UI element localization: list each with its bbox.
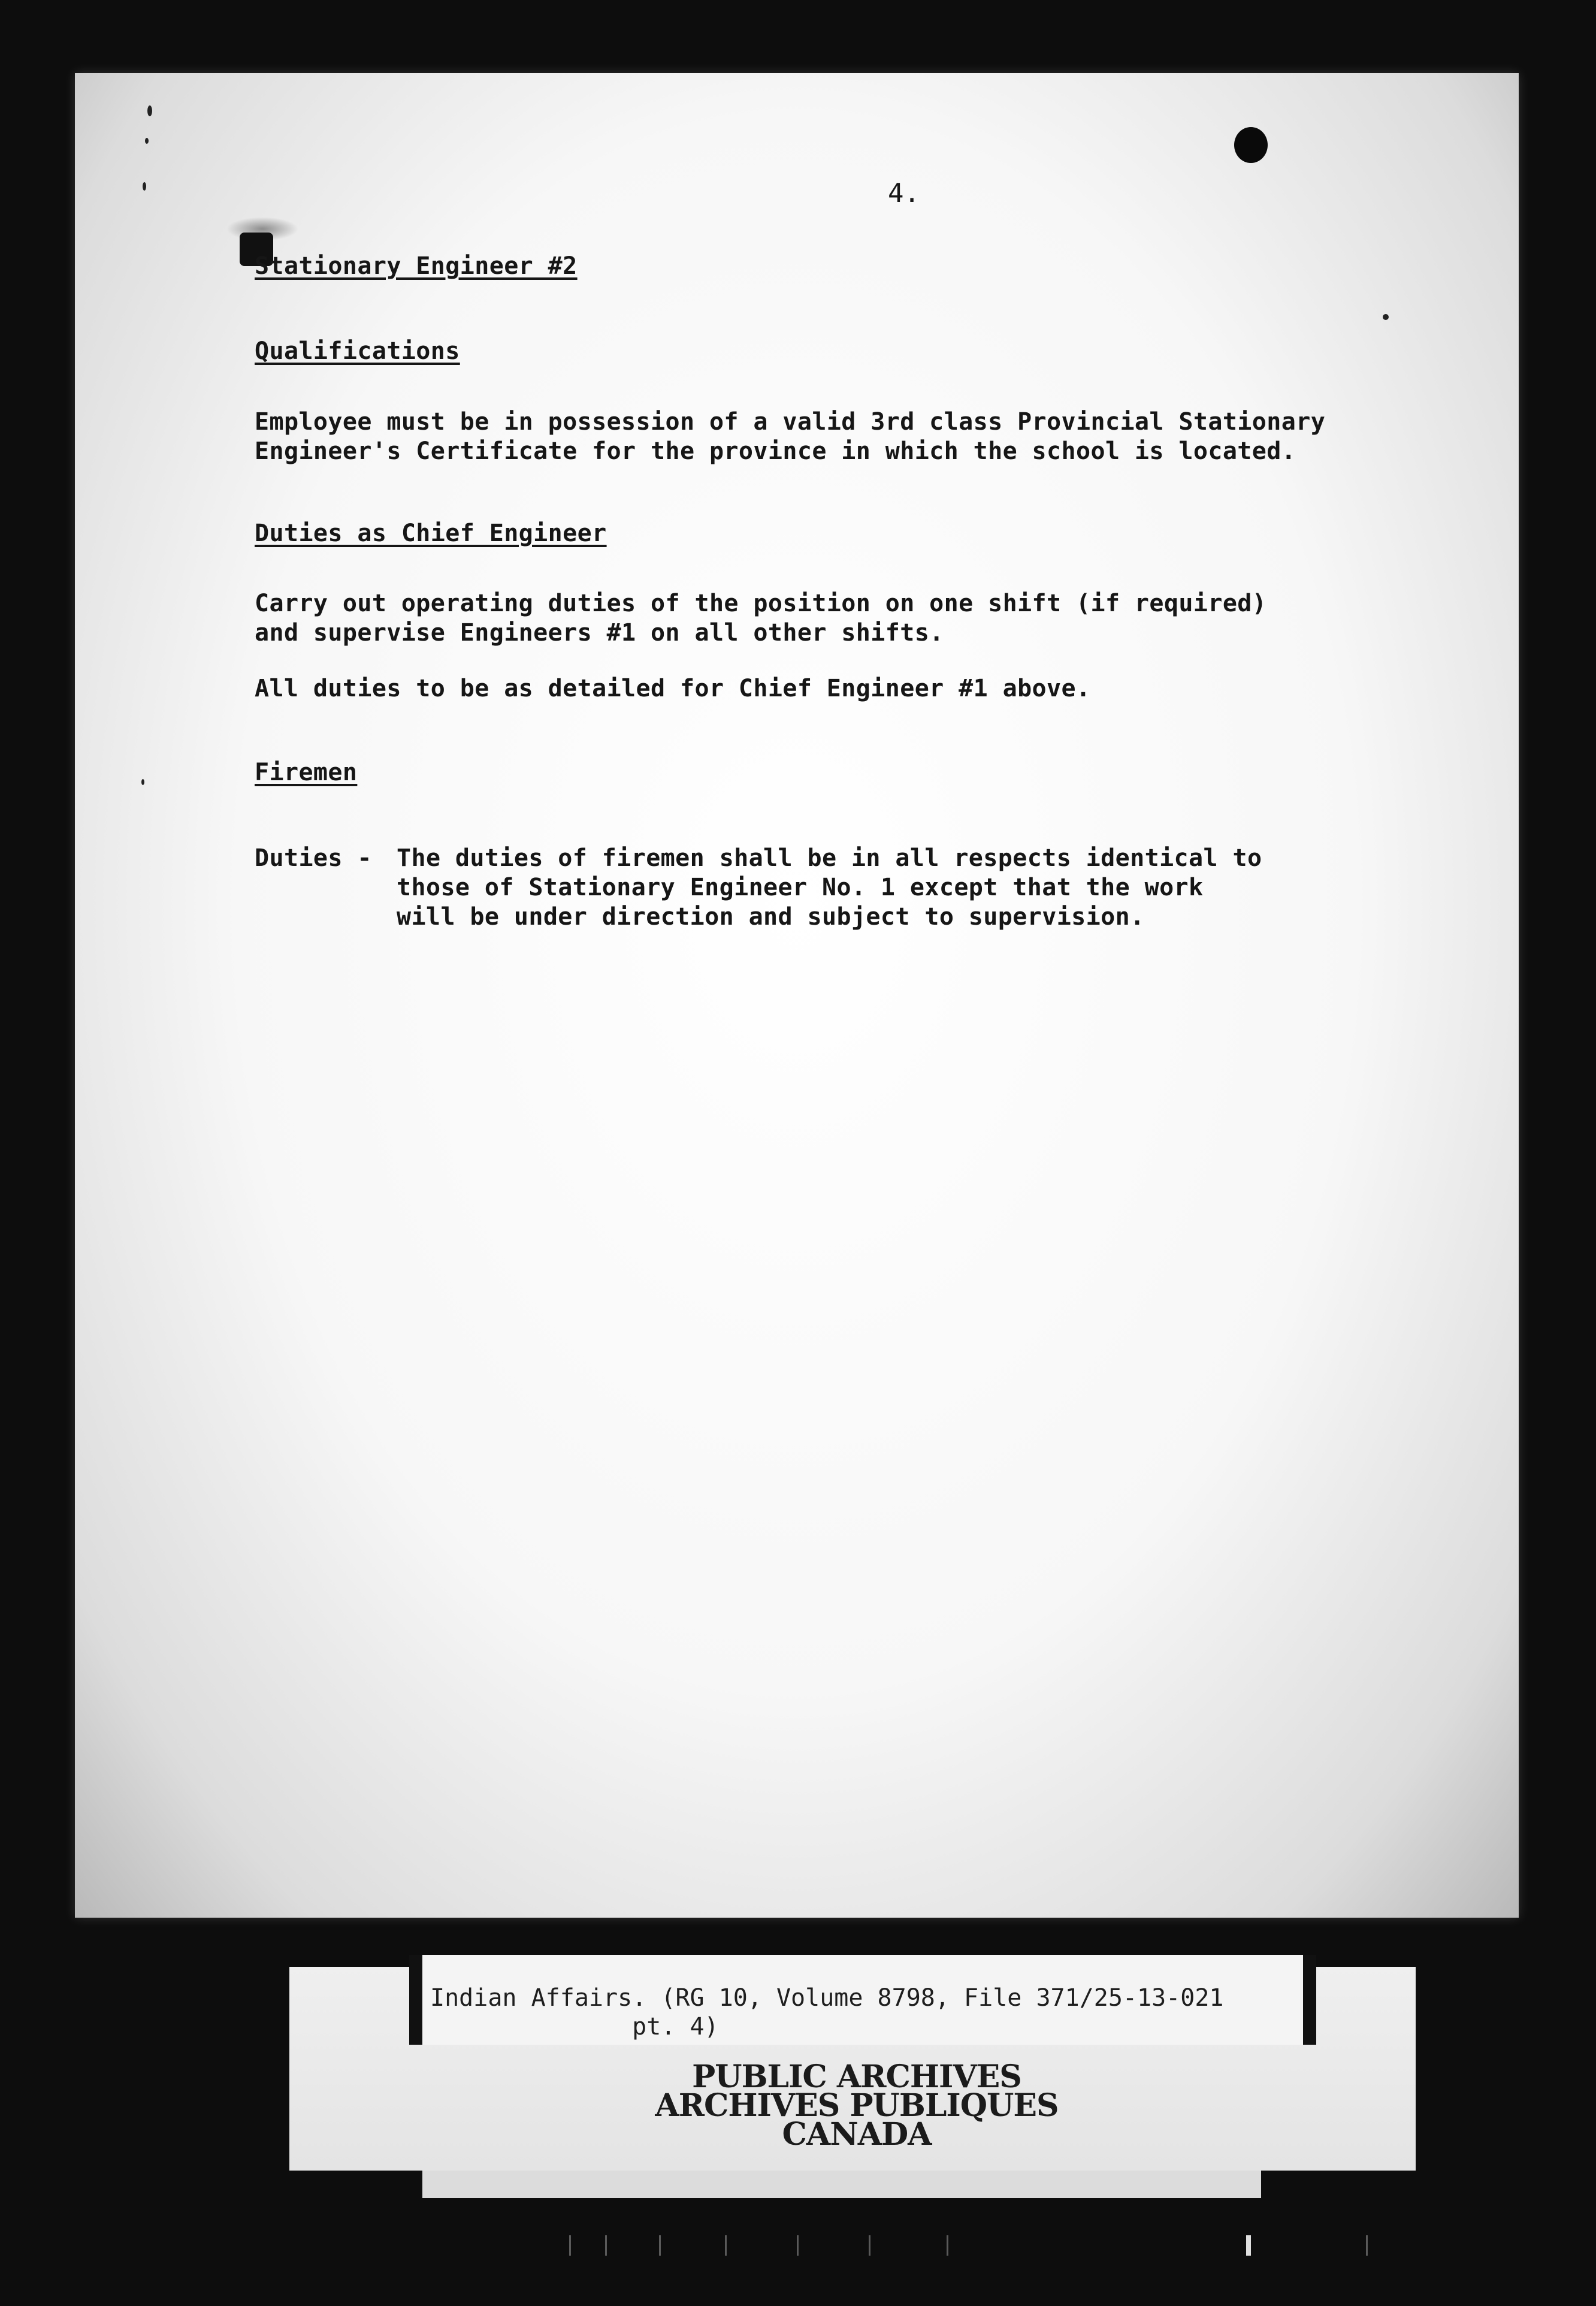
qualifications-heading: Qualifications — [255, 337, 460, 365]
film-mark — [1246, 2235, 1251, 2256]
film-mark — [569, 2235, 571, 2256]
firemen-duties-label: Duties - — [255, 844, 372, 872]
film-mark — [869, 2235, 870, 2256]
duties-chief-paragraph: Carry out operating duties of the position on one shift (if required) and supervise Engineers #1 on all other shifts. — [255, 590, 1267, 647]
stamp-line-2: ARCHIVES PUBLIQUES — [655, 2087, 1059, 2124]
duties-chief-note: All duties to be as detailed for Chief Engineer #1 above. — [255, 675, 1091, 702]
archive-card-tab — [422, 2171, 1261, 2198]
speck — [143, 182, 146, 191]
section-heading-stationary-engineer: Stationary Engineer #2 — [255, 252, 578, 280]
speck — [145, 138, 149, 144]
stamp-line-3: CANADA — [782, 2116, 932, 2153]
qualifications-paragraph: Employee must be in possession of a valid 3rd class Provincial Stationary Engineer's Certificate for the province in which the school is located. — [255, 408, 1326, 465]
archive-reference: Indian Affairs. (RG 10, Volume 8798, File 371/25-13-021 pt. 4) — [430, 1984, 1224, 2041]
firemen-heading: Firemen — [255, 759, 358, 786]
firemen-duties-text: The duties of firemen shall be in all respects identical to those of Stationary Engineer No. 1 except that the work will be under direction and subject to supervision. — [397, 844, 1262, 931]
film-mark — [725, 2235, 727, 2256]
film-mark — [947, 2235, 948, 2256]
film-mark — [659, 2235, 661, 2256]
punch-hole — [1234, 127, 1268, 163]
speck — [147, 105, 152, 116]
film-mark — [1366, 2235, 1368, 2256]
stamp-line-1: PUBLIC ARCHIVES — [692, 2059, 1021, 2095]
duties-chief-heading: Duties as Chief Engineer — [255, 520, 607, 547]
film-mark — [797, 2235, 799, 2256]
film-mark — [605, 2235, 607, 2256]
speck — [1383, 314, 1389, 320]
page-number: 4. — [888, 178, 920, 209]
archive-stamp — [605, 2059, 1108, 2153]
speck — [141, 779, 144, 785]
